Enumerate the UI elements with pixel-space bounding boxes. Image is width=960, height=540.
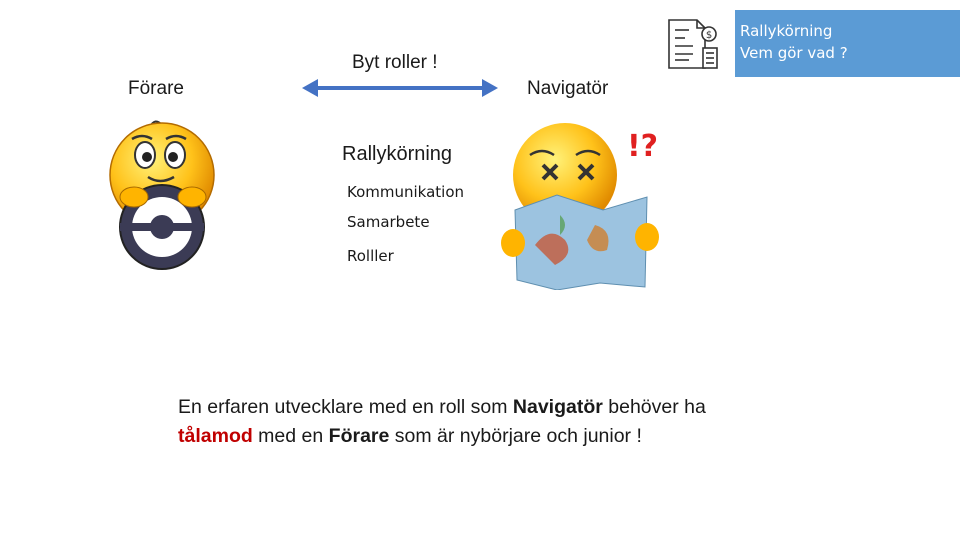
note-text-1: En erfaren utvecklare med en roll som — [178, 396, 513, 418]
note-text-2: behöver ha — [602, 396, 706, 418]
header-title: Rallykörning — [740, 22, 833, 40]
list-item-roles: Rolller — [347, 247, 394, 265]
navigator-label: Navigatör — [527, 78, 609, 99]
note-text-3: med en — [252, 425, 329, 447]
exclamation-question-icon — [625, 122, 665, 162]
note-bold-driver: Förare — [328, 425, 390, 447]
note-emphasis-patience: tålamod — [178, 425, 253, 447]
note-text-4: som är nybörjare och junior ! — [389, 425, 642, 447]
note-bold-navigator: Navigatör — [512, 396, 603, 418]
document-invoice-icon — [655, 10, 735, 77]
driver-label: Förare — [128, 78, 184, 99]
svg-text:!?: !? — [627, 129, 659, 162]
svg-text:$: $ — [705, 30, 713, 41]
center-title: Rallykörning — [342, 143, 453, 165]
list-item-cooperation: Samarbete — [347, 213, 430, 231]
swap-roles-label: Byt roller ! — [352, 52, 438, 73]
header-box-text — [740, 20, 848, 64]
header-subtitle: Vem gör vad ? — [740, 44, 848, 62]
double-arrow-icon — [300, 76, 500, 100]
driver-emoji-icon — [100, 115, 230, 275]
bottom-note — [178, 393, 818, 451]
list-item-communication: Kommunikation — [347, 183, 465, 201]
